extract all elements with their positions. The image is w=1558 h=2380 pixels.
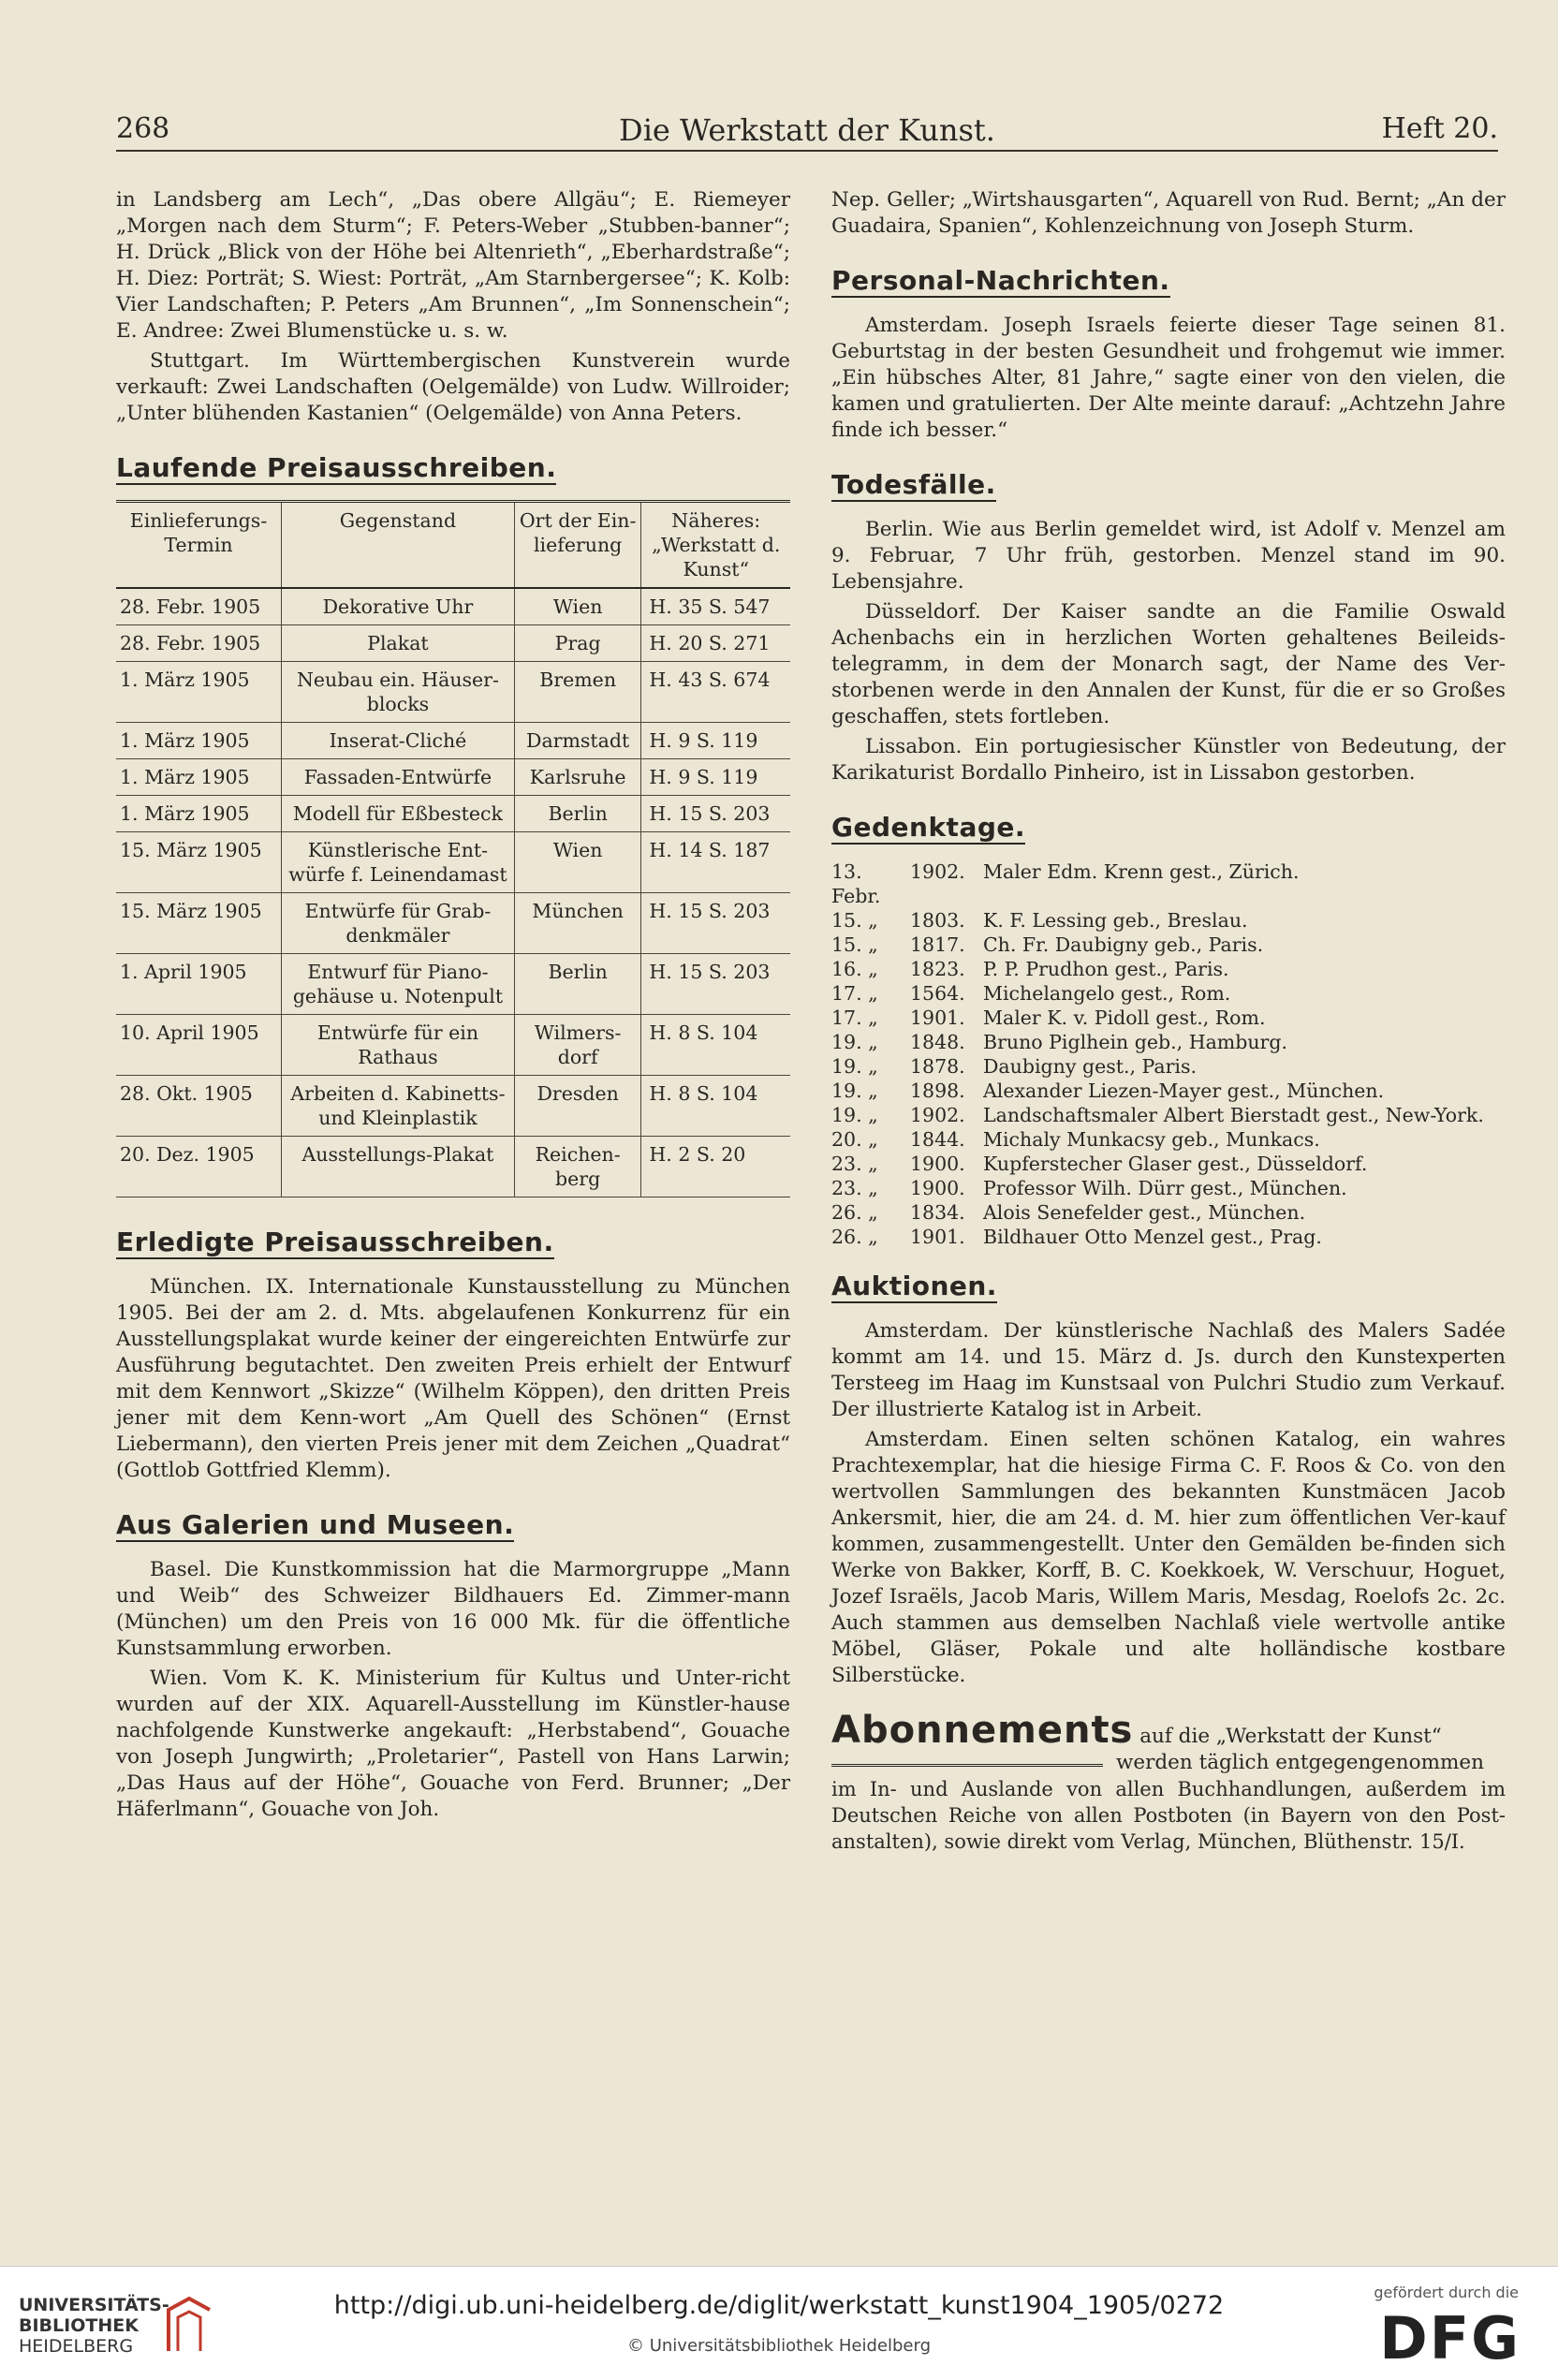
table-cell: 1. April 1905 [116, 954, 282, 1015]
list-item-field: Maler Edm. Krenn gest., Zürich. [983, 860, 1300, 883]
list-item-field: 1900. [910, 1153, 965, 1175]
list-item [831, 981, 1506, 1006]
journal-title: Die Werkstatt der Kunst. [619, 112, 995, 148]
table-row [116, 954, 790, 1015]
table-cell: H. 20 S. 271 [641, 625, 790, 662]
list-item [831, 859, 1506, 908]
list-item-field: Daubigny gest., Paris. [983, 1055, 1198, 1078]
list-item-field: 1902. [910, 1104, 965, 1126]
list-item-field: 1900. [910, 1177, 965, 1199]
table-cell: Wien [514, 588, 641, 625]
section-heading-auktionen: Auktionen. [831, 1271, 997, 1301]
intro-paragraph: in Landsberg am Lech“, „Das obere Allgäu“; E. Riemeyer „Morgen nach dem Sturm“; F. Peters-Weber „Stubben-banner“; H. Drück „Blick von der Höhe bei Altenrieth“, „Eberhardstraße“; H. Diez: Porträt; S. Wiest: Porträt, „Am Starnbergersee“; K. Kolb: Vier Landschaften; P. Peters „Am Brunnen“, „Im Sonnenschein“; E. Andree: Zwei Blumenstücke u. s. w. [116, 188, 790, 343]
list-item-field: 23. „ [831, 1177, 878, 1199]
table-cell: Plakat [282, 625, 515, 662]
left-column [116, 187, 790, 1827]
table-cell: 28. Febr. 1905 [116, 588, 282, 625]
list-item-field: Alexander Liezen-Mayer gest., München. [983, 1080, 1385, 1102]
table-row [116, 1015, 790, 1076]
wien-paragraph: Wien. Vom K. K. Ministerium für Kultus und Unter-richt wurden auf der XIX. Aquarell-Ausstellung im Künstler-hause nachfolgende Kunstwerke angekauft: „Herbstabend“, Gouache von Joseph Jungwirth; „Proletarier“, Pastell von Hans Larwin; „Das Haus auf der Höhe“, Gouache von Ferd. Brunner; „Der Häferlmann“, Gouache von Joh. [116, 1667, 790, 1821]
list-item-field: 13. Febr. [831, 860, 881, 907]
competitions-table [116, 500, 790, 1197]
list-item-field: Bildhauer Otto Menzel gest., Prag. [983, 1226, 1322, 1248]
list-item [831, 1176, 1506, 1200]
erledigte-paragraph: München. IX. Internationale Kunstausstellung zu München 1905. Bei der am 2. d. Mts. abgelaufenen Konkurrenz für ein Ausstellungsplakat wurde keiner der eingereichten Entwürfe zur Ausführung begutachtet. Den zweiten Preis erhielt der Entwurf mit dem Kennwort „Skizze“ (Wilhelm Köppen), den dritten Preis jener mit dem Kenn-wort „Am Quell des Schönen“ (Ernst Liebermann), den vierten Preis jener mit dem Zeichen „Quadrat“ (Gottlob Gottfried Klemm). [116, 1275, 790, 1482]
list-item-field: 15. „ [831, 909, 878, 932]
list-item [831, 1079, 1506, 1103]
list-item-field: 1901. [910, 1006, 965, 1029]
table-row [116, 625, 790, 662]
list-item [831, 1006, 1506, 1030]
funding-note: gefördert durch die [1374, 2284, 1519, 2301]
table-cell: Berlin [514, 954, 641, 1015]
list-item-field: 26. „ [831, 1201, 878, 1224]
table-cell: München [514, 893, 641, 954]
section-heading-todesfaelle: Todesfälle. [831, 469, 996, 500]
subscription-inline: auf die „Werkstatt der Kunst“ [1139, 1725, 1442, 1748]
subscription-notice [831, 1709, 1506, 1855]
double-rule [831, 1764, 1103, 1767]
list-item-field: Maler K. v. Pidoll gest., Rom. [983, 1006, 1266, 1029]
list-item-field: Bruno Piglhein geb., Hamburg. [983, 1031, 1287, 1053]
table-cell: H. 15 S. 203 [641, 893, 790, 954]
table-cell: Neubau ein. Häuser-blocks [282, 662, 515, 723]
table-row [116, 1137, 790, 1197]
table-cell: 28. Febr. 1905 [116, 625, 282, 662]
column-header: Näheres: „Werkstatt d. Kunst“ [641, 502, 790, 589]
competitions-table-body [116, 588, 790, 1197]
section-heading-gedenktage: Gedenktage. [831, 812, 1026, 843]
berlin-paragraph: Berlin. Wie aus Berlin gemeldet wird, ist Adolf v. Menzel am 9. Februar, 7 Uhr früh, gestorben. Menzel stand im 90. Lebensjahre. [831, 518, 1506, 594]
section-heading-erledigte: Erledigte Preisausschreiben. [116, 1227, 554, 1257]
stuttgart-paragraph: Stuttgart. Im Württembergischen Kunstverein wurde verkauft: Zwei Landschaften (Oelgemälde) von Ludw. Willroider; „Unter blühenden Kastanien“ (Oelgemälde) von Anna Peters. [116, 349, 790, 425]
subscription-title: Abonnements [831, 1709, 1134, 1752]
list-item [831, 1152, 1506, 1176]
table-cell: H. 15 S. 203 [641, 954, 790, 1015]
table-cell: Darmstadt [514, 723, 641, 759]
table-cell: Entwurf für Piano-gehäuse u. Notenpult [282, 954, 515, 1015]
table-cell: Entwürfe für ein Rathaus [282, 1015, 515, 1076]
list-item [831, 1127, 1506, 1152]
table-cell: Dresden [514, 1076, 641, 1137]
list-item [831, 1225, 1506, 1249]
list-item-field: 1834. [910, 1201, 965, 1224]
list-item-field: P. P. Prudhon gest., Paris. [983, 958, 1229, 980]
list-item-field: 1564. [910, 982, 965, 1005]
table-cell: H. 8 S. 104 [641, 1015, 790, 1076]
duesseldorf-paragraph: Düsseldorf. Der Kaiser sandte an die Familie Oswald Achenbachs ein in herzlichen Worten gehaltenes Beileids-telegramm, in dem der Monarch sagt, der Name des Ver-storbenen werde in den Annalen der Kunst, für die er so Großes geschaffen, stets fortleben. [831, 600, 1506, 728]
list-item-field: 26. „ [831, 1226, 878, 1248]
column-header: Gegenstand [282, 502, 515, 589]
list-item-field: 1803. [910, 909, 965, 932]
table-cell: 1. März 1905 [116, 723, 282, 759]
list-item-field: 1848. [910, 1031, 965, 1053]
list-item-field: 19. „ [831, 1055, 878, 1078]
table-cell: 28. Okt. 1905 [116, 1076, 282, 1137]
table-cell: 15. März 1905 [116, 893, 282, 954]
auktion-paragraph: Amsterdam. Der künstlerische Nachlaß des Malers Sadée kommt am 14. und 15. März d. Js. durch den Kunstexperten Tersteeg im Haag im Kunstsaal von Pulchri Studio zum Verkauf. Der illustrierte Katalog ist in Arbeit. [831, 1319, 1506, 1421]
list-item-field: Professor Wilh. Dürr gest., München. [983, 1177, 1347, 1199]
subscription-text: im In- und Auslande von allen Buchhandlungen, außerdem im Deutschen Reiche von allen Postboten (in Bayern von den Post-anstalten), sowie direkt vom Verlag, München, Blüthenstr. 15/I. [831, 1778, 1506, 1853]
list-item [831, 908, 1506, 933]
column-header: Ort der Ein-lieferung [514, 502, 641, 589]
table-cell: H. 8 S. 104 [641, 1076, 790, 1137]
list-item-field: 19. „ [831, 1104, 878, 1126]
list-item-field: 17. „ [831, 1006, 878, 1029]
auktion-paragraph: Amsterdam. Einen selten schönen Katalog, ein wahres Prachtexemplar, hat die hiesige Firma C. F. Roos & Co. von den wertvollen Sammlungen des bekannten Kunstmäcen Jacob Ankersmit, hier, die am 24. d. M. hier zum öffentlichen Ver-kauf kommen, zusammengestellt. Unter den Gemälden be-finden sich Werke von Bakker, Korff, B. C. Koekkoek, W. Verschuur, Hoguet, Jozef Israëls, Jacob Maris, Willem Maris, Mesdag, Roelofs 2c. 2c. Auch stammen aus demselben Nachlaß viele wertvolle antike Möbel, Gläser, Pokale und alte holländische kostbare Silberstücke. [831, 1428, 1506, 1687]
list-item-field: 1901. [910, 1226, 965, 1248]
table-cell: Wilmers-dorf [514, 1015, 641, 1076]
page-number: 268 [116, 112, 170, 145]
logo-line: UNIVERSITÄTS- [19, 2295, 169, 2315]
copyright-notice: © Universitätsbibliothek Heidelberg [626, 2336, 931, 2356]
table-cell: 10. April 1905 [116, 1015, 282, 1076]
section-heading-galerien: Aus Galerien und Museen. [116, 1509, 515, 1540]
lissabon-paragraph: Lissabon. Ein portugiesischer Künstler von Bedeutung, der Karikaturist Bordallo Pinheiro, ist in Lissabon gestorben. [831, 735, 1506, 785]
list-item-field: Landschaftsmaler Albert Bierstadt gest., New-York. [983, 1104, 1484, 1126]
table-cell: Fassaden-Entwürfe [282, 759, 515, 796]
section-heading-personal: Personal-Nachrichten. [831, 265, 1170, 296]
table-cell: Reichen-berg [514, 1137, 641, 1197]
list-item [831, 1200, 1506, 1225]
table-cell: Arbeiten d. Kabinetts- und Kleinplastik [282, 1076, 515, 1137]
continuation-paragraph: Nep. Geller; „Wirtshausgarten“, Aquarell von Rud. Bernt; „An der Guadaira, Spanien“, Kohlenzeichnung von Joseph Sturm. [831, 188, 1506, 238]
personal-paragraph: Amsterdam. Joseph Israels feierte dieser Tage seinen 81. Geburtstag in der besten Gesundheit und frohgemut wie immer. „Ein hübsches Alter, 81 Jahre,“ sagte einer von den vielen, die kamen und gratulierten. Der Alte meinte darauf: „Achtzehn Jahre finde ich besser.“ [831, 314, 1506, 442]
table-cell: Karlsruhe [514, 759, 641, 796]
logo-line: HEIDELBERG [19, 2336, 134, 2357]
table-row [116, 759, 790, 796]
running-head [116, 109, 1498, 152]
anniversaries-list [831, 859, 1506, 1249]
basel-paragraph: Basel. Die Kunstkommission hat die Marmorgruppe „Mann und Weib“ des Schweizer Bildhauers Ed. Zimmer-mann (München) um den Preis von 16 000 Mk. für die öffentliche Kunstsammlung erworben. [116, 1558, 790, 1660]
table-row [116, 893, 790, 954]
table-cell: H. 9 S. 119 [641, 723, 790, 759]
table-cell: H. 35 S. 547 [641, 588, 790, 625]
table-cell: Ausstellungs-Plakat [282, 1137, 515, 1197]
table-row [116, 1076, 790, 1137]
table-cell: Berlin [514, 796, 641, 832]
list-item [831, 1103, 1506, 1127]
list-item-field: Michaly Munkacsy geb., Munkacs. [983, 1128, 1320, 1151]
table-cell: 1. März 1905 [116, 796, 282, 832]
table-row [116, 832, 790, 893]
table-row [116, 723, 790, 759]
list-item-field: 20. „ [831, 1128, 878, 1151]
table-header-row [116, 502, 790, 589]
list-item-field: 15. „ [831, 933, 878, 956]
list-item-field: 17. „ [831, 982, 878, 1005]
subscription-line2: werden täglich entgegengenommen [1116, 1751, 1484, 1774]
permalink-url[interactable]: http://digi.ub.uni-heidelberg.de/diglit/werkstatt_kunst1904_1905/0272 [333, 2291, 1225, 2320]
list-item [831, 933, 1506, 957]
list-item [831, 1054, 1506, 1079]
table-cell: 20. Dez. 1905 [116, 1137, 282, 1197]
table-cell: H. 9 S. 119 [641, 759, 790, 796]
table-cell: Modell für Eßbesteck [282, 796, 515, 832]
list-item-field: Alois Senefelder gest., München. [983, 1201, 1306, 1224]
table-row [116, 588, 790, 625]
right-column [831, 187, 1506, 1858]
table-cell: Dekorative Uhr [282, 588, 515, 625]
table-cell: 1. März 1905 [116, 662, 282, 723]
issue-number: Heft 20. [1381, 112, 1498, 145]
digitization-footer [0, 2266, 1558, 2380]
table-cell: 15. März 1905 [116, 832, 282, 893]
table-row [116, 662, 790, 723]
list-item-field: 1902. [910, 860, 965, 883]
list-item-field: 1823. [910, 958, 965, 980]
column-header: Einlieferungs-Termin [116, 502, 282, 589]
table-row [116, 796, 790, 832]
list-item-field: 1817. [910, 933, 965, 956]
list-item-field: 19. „ [831, 1080, 878, 1102]
list-item-field: K. F. Lessing geb., Breslau. [983, 909, 1248, 932]
table-cell: Künstlerische Ent-würfe f. Leinendamast [282, 832, 515, 893]
list-item-field: 1898. [910, 1080, 965, 1102]
table-cell: Prag [514, 625, 641, 662]
list-item-field: Ch. Fr. Daubigny geb., Paris. [983, 933, 1264, 956]
table-cell: H. 2 S. 20 [641, 1137, 790, 1197]
list-item [831, 957, 1506, 981]
table-cell: H. 14 S. 187 [641, 832, 790, 893]
list-item-field: Kupferstecher Glaser gest., Düsseldorf. [983, 1153, 1368, 1175]
table-cell: Entwürfe für Grab-denkmäler [282, 893, 515, 954]
list-item-field: Michelangelo gest., Rom. [983, 982, 1231, 1005]
list-item-field: 1878. [910, 1055, 965, 1078]
table-cell: 1. März 1905 [116, 759, 282, 796]
dfg-logo[interactable]: DFG [1379, 2304, 1521, 2373]
list-item-field: 1844. [910, 1128, 965, 1151]
logo-line: BIBLIOTHEK [19, 2315, 139, 2336]
table-cell: H. 15 S. 203 [641, 796, 790, 832]
list-item-field: 16. „ [831, 958, 878, 980]
table-cell: Wien [514, 832, 641, 893]
list-item-field: 23. „ [831, 1153, 878, 1175]
list-item-field: 19. „ [831, 1031, 878, 1053]
section-heading-laufende: Laufende Preisausschreiben. [116, 452, 557, 483]
table-cell: H. 43 S. 674 [641, 662, 790, 723]
list-item [831, 1030, 1506, 1054]
table-cell: Bremen [514, 662, 641, 723]
table-cell: Inserat-Cliché [282, 723, 515, 759]
